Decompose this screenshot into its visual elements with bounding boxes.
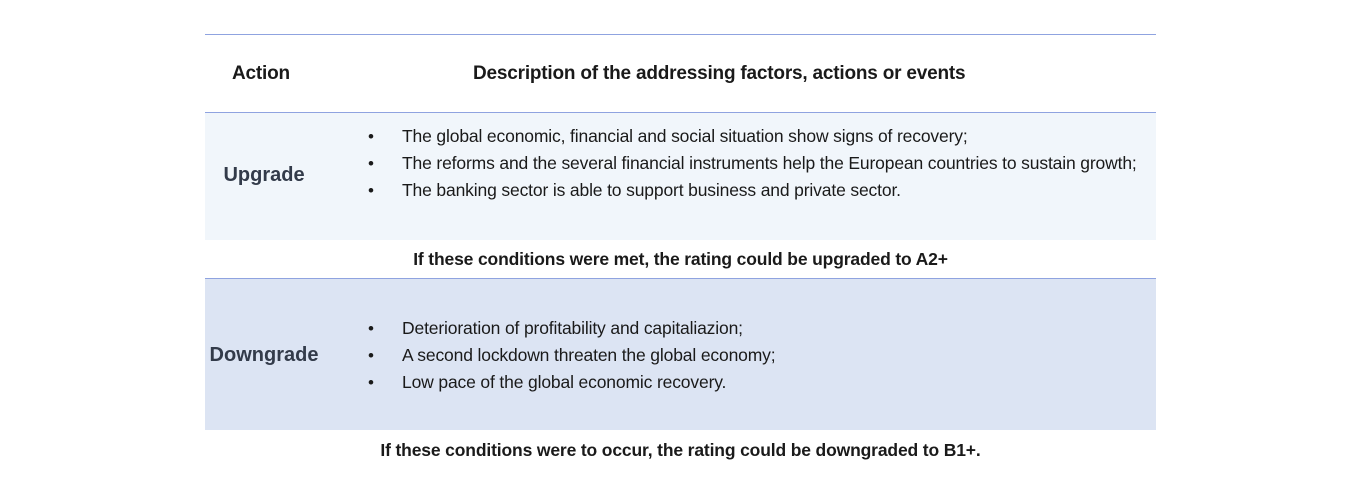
bullet-icon: • xyxy=(368,181,374,200)
downgrade-factors-list xyxy=(368,315,1158,396)
header-action: Action xyxy=(232,63,290,84)
table-header-row xyxy=(205,35,1156,112)
list-item xyxy=(368,315,1158,342)
list-item-text: The global economic, financial and social situation show signs of recovery; xyxy=(402,126,968,146)
list-item-text: Low pace of the global economic recovery. xyxy=(402,372,727,392)
downgrade-section xyxy=(205,279,1156,430)
list-item xyxy=(368,150,1158,177)
upgrade-condition: If these conditions were met, the rating could be upgraded to A2+ xyxy=(413,249,948,269)
bullet-icon: • xyxy=(368,127,374,146)
upgrade-section xyxy=(205,113,1156,240)
bullet-icon: • xyxy=(368,319,374,338)
upgrade-label: Upgrade xyxy=(223,164,305,186)
downgrade-condition: If these conditions were to occur, the rating could be downgraded to B1+. xyxy=(380,440,981,460)
bullet-icon: • xyxy=(368,346,374,365)
list-item-text: The banking sector is able to support business and private sector. xyxy=(402,180,901,200)
bullet-icon: • xyxy=(368,154,374,173)
list-item xyxy=(368,342,1158,369)
list-item xyxy=(368,177,1158,204)
rating-action-table xyxy=(205,34,1156,470)
list-item-text: A second lockdown threaten the global economy; xyxy=(402,345,776,365)
list-item-text: Deterioration of profitability and capitaliazion; xyxy=(402,318,743,338)
list-item-text: The reforms and the several financial instruments help the European countries to sustain growth; xyxy=(402,153,1137,173)
list-item xyxy=(368,369,1158,396)
upgrade-factors-list xyxy=(368,123,1158,204)
header-description: Description of the addressing factors, actions or events xyxy=(473,63,966,84)
downgrade-label: Downgrade xyxy=(209,344,319,366)
list-item xyxy=(368,123,1158,150)
bullet-icon: • xyxy=(368,373,374,392)
